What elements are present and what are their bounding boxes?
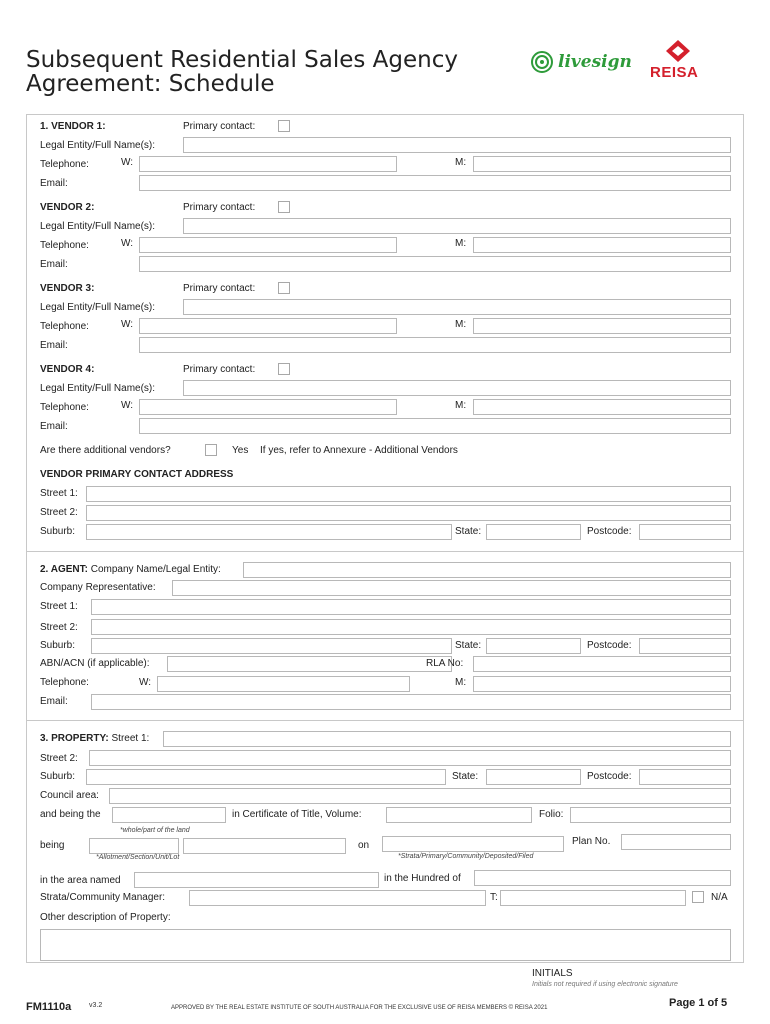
property-whole-part-hint: *whole/part of the land: [120, 827, 190, 834]
vendor-street1-input[interactable]: [86, 486, 731, 502]
vendor-1-email-label: Email:: [40, 178, 68, 189]
agent-rep-input[interactable]: [172, 580, 731, 596]
initials-note: Initials not required if using electronic signature: [532, 981, 678, 988]
vendor-1-heading: 1. VENDOR 1:: [40, 121, 106, 132]
vendor-2-primary-checkbox[interactable]: [278, 201, 290, 213]
vendor-1-work-phone-input[interactable]: [139, 156, 397, 172]
vendor-2-legal-label: Legal Entity/Full Name(s):: [40, 221, 156, 232]
vendor-4-primary-label: Primary contact:: [183, 364, 256, 375]
agent-w-label: W:: [139, 677, 152, 688]
agent-abn-input[interactable]: [167, 656, 452, 672]
vendor-2-primary-label: Primary contact:: [183, 202, 256, 213]
vendor-4-email-label: Email:: [40, 421, 68, 432]
property-na-checkbox[interactable]: [692, 891, 704, 903]
property-hundred-input[interactable]: [474, 870, 731, 886]
vendor-2-heading: VENDOR 2:: [40, 202, 95, 213]
agent-suburb-label: Suburb:: [40, 640, 76, 651]
reisa-logo: [648, 40, 708, 84]
form-version: v3.2: [89, 1002, 103, 1009]
livesign-wordmark: livesign: [558, 52, 632, 72]
agent-email-label: Email:: [40, 696, 68, 707]
property-plan-label: Plan No.: [572, 836, 611, 847]
vendor-1-w-label: W:: [121, 157, 134, 168]
vendor-4-mobile-input[interactable]: [473, 399, 731, 415]
vendor-3-m-label: M:: [455, 319, 467, 330]
vendor-4-telephone-label: Telephone:: [40, 402, 89, 413]
vendor-3-w-label: W:: [121, 319, 134, 330]
property-plan-type-input[interactable]: [382, 836, 564, 852]
property-folio-input[interactable]: [570, 807, 731, 823]
agent-mobile-input[interactable]: [473, 676, 731, 692]
property-hundred-label: in the Hundred of: [384, 873, 461, 884]
property-t-label: T:: [490, 892, 498, 903]
property-postcode-label: Postcode:: [587, 771, 632, 782]
vendor-4-m-label: M:: [455, 400, 467, 411]
vendor-2-legal-input[interactable]: [183, 218, 731, 234]
property-allotment-type-input[interactable]: [89, 838, 179, 854]
vendor-2-telephone-label: Telephone:: [40, 240, 89, 251]
vendor-1-legal-input[interactable]: [183, 137, 731, 153]
vendor-address-heading: VENDOR PRIMARY CONTACT ADDRESS: [40, 469, 234, 480]
title-line-1: Subsequent Residential Sales Agency: [26, 47, 458, 73]
vendor-2-email-input[interactable]: [139, 256, 731, 272]
vendor-1-m-label: M:: [455, 157, 467, 168]
property-state-input[interactable]: [486, 769, 581, 785]
agent-heading-row: [40, 564, 221, 575]
property-strata-phone-input[interactable]: [500, 890, 686, 906]
vendor-postcode-label: Postcode:: [587, 526, 632, 537]
page-number: Page 1 of 5: [669, 997, 728, 1009]
agent-company-input[interactable]: [243, 562, 731, 578]
property-suburb-label: Suburb:: [40, 771, 76, 782]
vendor-3-email-input[interactable]: [139, 337, 731, 353]
vendor-3-legal-label: Legal Entity/Full Name(s):: [40, 302, 156, 313]
vendor-3-primary-label: Primary contact:: [183, 283, 256, 294]
title-line-2: Agreement: Schedule: [26, 71, 275, 97]
agent-state-input[interactable]: [486, 638, 581, 654]
vendor-1-primary-checkbox[interactable]: [278, 120, 290, 132]
property-folio-label: Folio:: [539, 809, 564, 820]
property-other-label: Other description of Property:: [40, 912, 171, 923]
form-number: FM1110a: [26, 1001, 72, 1013]
livesign-logo: [530, 48, 632, 76]
property-na-label: N/A: [711, 892, 728, 903]
agent-telephone-label: Telephone:: [40, 677, 89, 688]
vendor-2-work-phone-input[interactable]: [139, 237, 397, 253]
vendor-street1-label: Street 1:: [40, 488, 78, 499]
property-heading-row: [40, 733, 149, 744]
fingerprint-icon: [530, 50, 554, 74]
vendor-4-email-input[interactable]: [139, 418, 731, 434]
property-volume-input[interactable]: [386, 807, 532, 823]
vendor-state-input[interactable]: [486, 524, 581, 540]
agent-street1-input[interactable]: [91, 599, 731, 615]
property-suburb-input[interactable]: [86, 769, 446, 785]
vendor-3-heading: VENDOR 3:: [40, 283, 95, 294]
property-allotment-number-input[interactable]: [183, 838, 346, 854]
agent-work-phone-input[interactable]: [157, 676, 410, 692]
vendor-2-email-label: Email:: [40, 259, 68, 270]
vendor-4-legal-label: Legal Entity/Full Name(s):: [40, 383, 156, 394]
agent-email-input[interactable]: [91, 694, 731, 710]
agent-street2-label: Street 2:: [40, 622, 78, 633]
agent-rla-label: RLA No:: [426, 658, 464, 669]
vendor-suburb-label: Suburb:: [40, 526, 76, 537]
vendor-2-w-label: W:: [121, 238, 134, 249]
property-heading: 3. PROPERTY:: [40, 733, 109, 744]
reisa-wordmark: REISA: [650, 64, 699, 81]
agent-company-label: Company Name/Legal Entity:: [90, 564, 221, 575]
vendor-1-primary-label: Primary contact:: [183, 121, 256, 132]
property-being-label: being: [40, 840, 65, 851]
vendor-3-legal-input[interactable]: [183, 299, 731, 315]
property-postcode-input[interactable]: [639, 769, 731, 785]
additional-vendors-checkbox[interactable]: [205, 444, 217, 456]
property-plan-number-input[interactable]: [621, 834, 731, 850]
approval-notice: APPROVED BY THE REAL ESTATE INSTITUTE OF SOUTH AUSTRALIA FOR THE EXCLUSIVE USE OF REISA MEMBERS © REISA 2021: [171, 1005, 548, 1011]
additional-vendors-yes-label: Yes: [232, 445, 249, 456]
vendor-street2-input[interactable]: [86, 505, 731, 521]
vendor-4-work-phone-input[interactable]: [139, 399, 397, 415]
property-strata-manager-input[interactable]: [189, 890, 486, 906]
property-strata-type-hint: *Strata/Primary/Community/Deposited/Filed: [398, 853, 534, 860]
vendor-3-mobile-input[interactable]: [473, 318, 731, 334]
initials-label: INITIALS: [532, 968, 573, 979]
property-strata-manager-label: Strata/Community Manager:: [40, 892, 166, 903]
property-street1-input[interactable]: [163, 731, 731, 747]
agent-suburb-input[interactable]: [91, 638, 452, 654]
vendor-3-telephone-label: Telephone:: [40, 321, 89, 332]
vendor-postcode-input[interactable]: [639, 524, 731, 540]
property-allotment-hint: *Allotment/Section/Unit/Lot: [96, 854, 180, 861]
vendor-1-legal-label: Legal Entity/Full Name(s):: [40, 140, 156, 151]
agent-postcode-label: Postcode:: [587, 640, 632, 651]
property-area-named-input[interactable]: [134, 872, 379, 888]
vendor-3-primary-checkbox[interactable]: [278, 282, 290, 294]
property-being-the-label: and being the: [40, 809, 101, 820]
property-street1-label: Street 1:: [111, 733, 150, 744]
agent-abn-label: ABN/ACN (if applicable):: [40, 658, 150, 669]
vendor-2-m-label: M:: [455, 238, 467, 249]
vendor-4-w-label: W:: [121, 400, 134, 411]
vendor-state-label: State:: [455, 526, 482, 537]
vendor-suburb-input[interactable]: [86, 524, 452, 540]
additional-vendors-question: Are there additional vendors?: [40, 445, 171, 456]
property-other-input[interactable]: [40, 929, 731, 961]
vendor-3-work-phone-input[interactable]: [139, 318, 397, 334]
property-state-label: State:: [452, 771, 479, 782]
vendor-street2-label: Street 2:: [40, 507, 78, 518]
page-title: [26, 48, 458, 96]
property-street2-label: Street 2:: [40, 753, 78, 764]
vendor-3-email-label: Email:: [40, 340, 68, 351]
agent-state-label: State:: [455, 640, 482, 651]
vendor-1-mobile-input[interactable]: [473, 156, 731, 172]
vendor-1-email-input[interactable]: [139, 175, 731, 191]
property-whole-part-input[interactable]: [112, 807, 226, 823]
additional-vendors-note: If yes, refer to Annexure - Additional Vendors: [260, 445, 458, 456]
property-cert-label: in Certificate of Title, Volume:: [232, 809, 362, 820]
property-area-named-label: in the area named: [40, 875, 121, 886]
property-council-input[interactable]: [109, 788, 731, 804]
property-street2-input[interactable]: [89, 750, 731, 766]
vendor-4-primary-checkbox[interactable]: [278, 363, 290, 375]
vendor-1-telephone-label: Telephone:: [40, 159, 89, 170]
agent-m-label: M:: [455, 677, 467, 688]
vendor-4-heading: VENDOR 4:: [40, 364, 95, 375]
agent-heading: 2. AGENT:: [40, 564, 88, 575]
agent-rla-input[interactable]: [473, 656, 731, 672]
property-council-label: Council area:: [40, 790, 99, 801]
agent-postcode-input[interactable]: [639, 638, 731, 654]
diamond-icon: [666, 40, 690, 62]
property-on-label: on: [358, 840, 370, 851]
agent-rep-label: Company Representative:: [40, 582, 156, 593]
agent-street1-label: Street 1:: [40, 601, 78, 612]
vendor-2-mobile-input[interactable]: [473, 237, 731, 253]
vendor-4-legal-input[interactable]: [183, 380, 731, 396]
agent-street2-input[interactable]: [91, 619, 731, 635]
